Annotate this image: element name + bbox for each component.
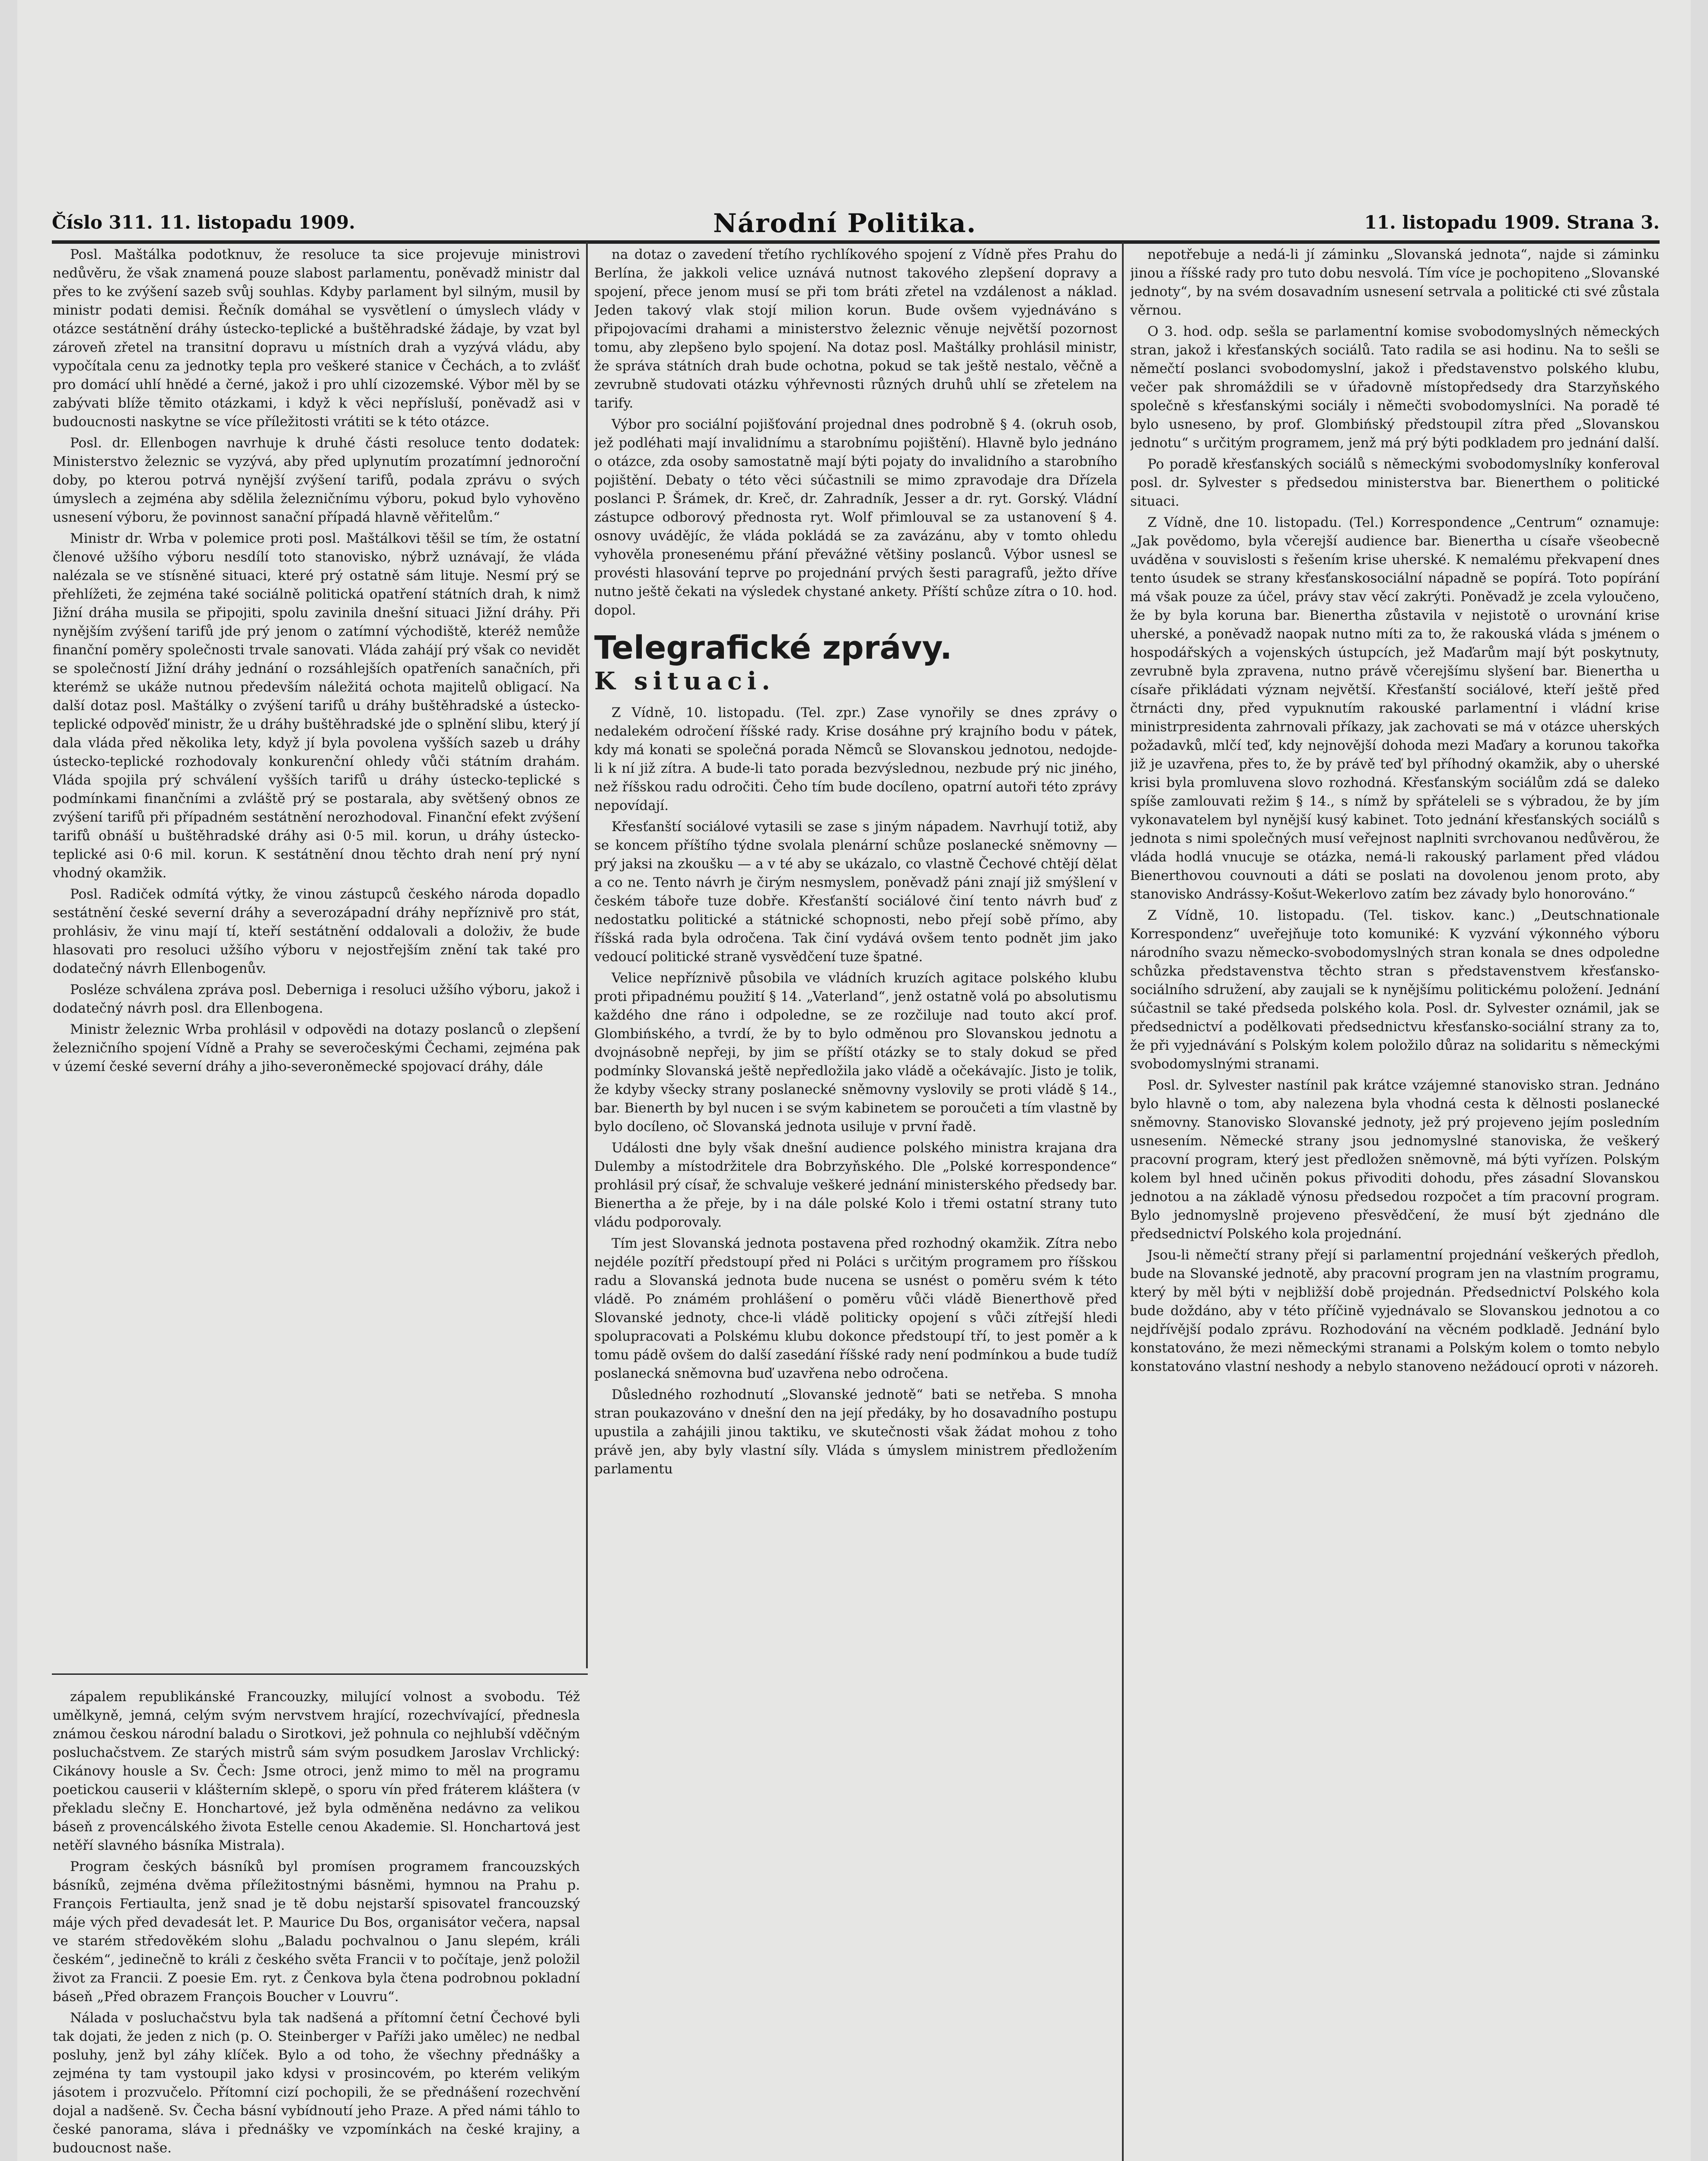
article-paragraph: Posl. Maštálka podotknuv, že resoluce ta sice projevuje ministrovi nedůvěru, že však znamená pouze slabost parlamentu, poněvadž ministr dal přes to ke zvýšení sazeb svůj souhlas. Kdyby parlament byl silným, musil by ministr podati demisi. Řečník domáhal se vysvětlení o úmyslech vlády v otázce sestátnění dráhy ústecko-teplické a buštěhradské žádaje, by vzat byl zároveň zřetel na transitní dopravu u místních drah a vyzývá vládu, aby vypočítala cenu za jednotky tepla pro veškeré stanice v Čechách, a to zvlášť pro domácí uhlí hnědé a černé, jakož i pro uhlí cizozemské. Výbor měl by se zabývati blíže těmito otázkami, i když k věci nepřísluší, poněvadž asi v budoucnosti naskytne se více příležitosti vrátiti se k této otázce. (53, 247, 580, 430)
page-header (52, 208, 1660, 239)
feuilleton-divider (52, 1673, 588, 1675)
article-paragraph: na dotaz o zavedení třetího rychlíkového spojení z Vídně přes Prahu do Berlína, že jakkoli velice uznává nutnost takového zlepšení dopravy a spojení, přece jenom musí se při tom bráti zřetel na vzdálenost a náklad. Jeden takový vlak stojí milion korun. Bude ovšem vyjednáváno s připojovacími drahami a ministerstvo železnic věnuje největší pozornost tomu, aby zlepšeno bylo spojení. Na dotaz posl. Maštálky prohlásil ministr, že správa státních drah bude ochotna, pokud se tak ještě nestalo, věčně a zevrubně studovati otázku výhřevnosti různých druhů uhlí se zřetelem na tarify. (594, 247, 1117, 411)
page-info: 11. listopadu 1909. Strana 3. (1364, 212, 1660, 233)
feuilleton-paragraph: Nálada v posluchačstvu byla tak nadšená a přítomní četní Čechové byli tak dojati, že jeden z nich (p. O. Steinberger v Paříži jako umělec) ne nedbal posluhy, jenž byl záhy klíček. Bylo a od toho, že všechny přednášky a zejména ty tam vystoupil jako kdysi v prosincovém, po kterém velikým jásotem i prozvučelo. Přítomní cizí pochopili, že se přednášení rozechvění dojal a nadšeně. Sv. Čecha básní vybídnoutí jeho Praze. A před námi táhlo to české panorama, sláva i přednášky ve vzpomínkách na české krajiny, a budoucnost naše. (53, 2010, 580, 2156)
section-title: Telegrafické zprávy. (594, 629, 952, 666)
newspaper-page (17, 0, 1691, 2161)
article-paragraph: Jsou-li němečtí strany přejí si parlamentní projednání veškerých předloh, bude na Slovanské jednotě, aby pracovní program jen na vlastním programu, který by měl býti v nejbližší době projednán. Předsednictví Polského kola bude doždáno, aby v této příčině vyjednávalo se Slovanskou jednotou a co nejdřívější podalo zprávu. Rozhodování na věcném podkladě. Jednání bylo konstatováno, že mezi německými stranami a Polským kolem o tomto nebylo konstatováno vlastní neshody a nebylo stanoveno nežádoucí oproti v názoreh. (1130, 1247, 1660, 1374)
column-divider-1 (586, 242, 588, 1668)
article-paragraph: Tím jest Slovanská jednota postavena před rozhodný okamžik. Zítra nebo nejdéle pozítří předstoupí před ni Poláci s určitým programem pro říšskou radu a Slovanská jednota bude nucena se usnést o poměru svém k této vládě. Po známém prohlášení o poměru vůči vládě Bienerthově před Slovanské jednoty, chce-li vládě politicky opojení s vůči zítřejší hledi spolupracovati a Polskému klubu dokonce předstoupí tří, to jest poměr a k tomu pádě ovšem do další zasedání říšské rady není podmínkou a bude tudíž poslanecká sněmovna buď uzavřena nebo odročena. (594, 1236, 1117, 1381)
article-paragraph: Výbor pro sociální pojišťování projednal dnes podrobně § 4. (okruh osob, jež podléhati mají invalidnímu a starobnímu pojištění). Hlavně bylo jednáno o otázce, zda osoby samostatně mají býti pojaty do invalidního a starobního pojištění. Debaty o této věci súčastnili se mimo zpravodaje dra Dřízela poslanci P. Šrámek, dr. Kreč, dr. Zahradník, Jesser a dr. ryt. Gorský. Vládní zástupce odborový přednosta ryt. Wolf přimlouval se za ustanovení § 4. osnovy uvádějíc, že vláda pokládá se za zavázánu, aby v tomto ohledu vyhověla pronesenému přání převážné většiny poslanců. Výbor usnesl se provésti hlasování teprve po projednání prvých šesti paragrafů, ježto dříve nutno ještě čekati na výsledek chystané ankety. Příští schůze zítra o 10. hod. dopol. (594, 417, 1117, 618)
article-paragraph: Posléze schválena zpráva posl. Deberniga i resoluci užšího výboru, jakož i dodatečný návrh posl. dra Ellenbogena. (53, 982, 580, 1016)
article-paragraph: Posl. dr. Sylvester nastínil pak krátce vzájemné stanovisko stran. Jednáno bylo hlavně o tom, aby nalezena byla vhodná cesta k dělnosti poslanecké sněmovny. Stanovisko Slovanské jednoty, jež prý projeveno jejím posledním usnesením. Německé strany jsou jednomyslné stanoviska, že veškerý pracovní program, který jest předložen sněmovně, má býti vyřízen. Polským kolem byl hned učiněn pokus přivoditi dohodu, přes zásadní Slovanskou jednotou a na základě výnosu předsedou rozpočet a tím pracovní program. Bylo jednomyslně projeveno přesvědčení, že musí být zjednáno dle předsednictví Polského kola projednání. (1130, 1077, 1660, 1242)
article-paragraph: Z Vídně, dne 10. listopadu. (Tel.) Korrespondence „Centrum“ oznamuje: „Jak povědomo, byla včerejší audience bar. Bienertha u císaře všeobecně uváděna v souvislosti s řešením krise uherské. K nemalému překvapení dnes tento úsudek se strany křesťanskosociální nápadně se popírá. Toto popírání má však pouze za účel, právy stav věcí zakrýti. Poněvadž je zcela vyloučeno, že by byla koruna bar. Bienertha zůstavila v nejistotě o urovnání krise uherské, a poněvadž naopak nutno míti za to, že rakouská vláda s jménem o hospodářských a vojenských ústupcích, jež Maďarům mají být poskytnuty, zevrubně byla zpravena, nutno právě včerejšímu slyšení bar. Bienertha u císaře přikládati význam největší. Křesťanští sociálové, kteří ještě před čtrnácti dny, před vypuknutím rakouské parlamentní i vládní krise ministrpresidenta zahrnovali příkazy, jak zachovati se má v otázce uherských požadavků, mlčí teď, kdy nejnovější dohoda mezi Maďary a korunou takořka již je uzavřena, přes to, že by právě teď byl příhodný okamžik, aby o uherské krisi byla promluvena slovo rozhodná. Křesťanským sociálům zdá se daleko spíše zamlouvati režim § 14., s nímž by spřáteleli se s výbradou, že by jím vykonavatelem byl nynější kusý kabinet. Toto jednání křesťanských sociálů s jednota s nimi společných musí veřejnost naplniti svrchovanou nedůvěrou, že vláda hodlá vnucuje se otázka, nemá-li rakouský parlament před vládou Bienerthovou couvnouti a dáti se poslati na dovolenou jenom proto, aby stanovisko Andrássy-Košut-Wekerlovo zatím bez závady bylo honorováno.“ (1130, 515, 1660, 902)
masthead-title: Národní Politika. (713, 208, 977, 239)
column-3 (1130, 245, 1660, 2161)
article-paragraph: Ministr dr. Wrba v polemice proti posl. Maštálkovi těšil se tím, že ostatní členové užšího výboru nesdílí toto stanovisko, nýbrž uznávají, že vláda nalézala se ve stísněné situaci, které prý ostatně sám lituje. Nesmí prý se přehlížeti, že zejména také sociálně politická opatření státních drah, k nimž Jižní dráha musila se připojiti, spolu zavinila dnešní situaci Jižní dráhy. Při nynějším zvýšení tarifů jde prý jenom o zatímní východiště, kteréž nemůže finanční poměry společnosti trvale sanovati. Vláda zahájí prý však co nevidět se společností Jižní dráhy jednání o rozsáhlejších opatřeních sanačních, při kterémž se ukáže nutnou především náležitá ochota majitelů obligací. Na další dotaz posl. Maštálky o zvýšení tarifů u dráhy buštěhradské a ústecko-teplické odpověď ministr, že u dráhy buštěhradské jde o splnění slibu, který jí dala vláda před několika lety, když jí byla povolena vyšších sazeb u dráhy ústecko-teplické rozhodovaly konkurenční ohledy vůči státním drahám. Vláda spojila prý schválení vyšších tarifů u dráhy ústecko-teplické s podmínkami finančními a zvláště prý se postarala, aby světšený obnos ze zvýšení tarifů při případném sestátnění nerozhodoval. Finanční efekt zvýšení tarifů obnáší u buštěhradské dráhy asi 0·5 mil. korun, u dráhy ústecko-teplické asi 0·6 mil. korun. K sestátnění dnou těchto drah není prý nyní vhodný okamžik. (53, 531, 580, 881)
article-paragraph: Po poradě křesťanských sociálů s německými svobodomyslníky konferoval posl. dr. Sylvester s předsedou ministerstva bar. Bienerthem o politické situaci. (1130, 456, 1660, 509)
column-1 (53, 245, 580, 1665)
feuilleton-paragraph: Program českých básníků byl promísen programem francouzských básníků, zejména dvěma příležitostnými básněmi, hymnou na Prahu p. François Fertiaulta, jenž snad je tě dobu nejstarší spisovatel francouzský máje vých před devadesát let. P. Maurice Du Bos, organisátor večera, napsal ve starém středověkém slohu „Baladu pochvalnou o Janu slepém, králi českém“, jedinečně to králi z českého světa Francii v to počítaje, jenž položil život za Francii. Z poesie Em. ryt. z Čenkova byla čtena podrobnou pokladní báseň „Před obrazem François Boucher v Louvru“. (53, 1859, 580, 2005)
article-paragraph: Křesťanští sociálové vytasili se zase s jiným nápadem. Navrhují totiž, aby se koncem příštího týdne svolala plenární schůze poslanecké sněmovny — prý jaksi na zkoušku — a v té aby se ukázalo, co vlastně Čechové chtějí dělat a co ne. Tento návrh je čirým nesmyslem, poněvadž páni znají již smýšlení v českém táboře tuze dobře. Křesťanští sociálové činí tento návrh buď z nedostatku politické a státnické schopnosti, nebo přejí sobě přímo, aby říšská rada byla odročena. Tak činí vydává ovšem tento podnět jim jako vedoucí politické straně vysvědčení tuze špatné. (594, 819, 1117, 965)
article-paragraph: Z Vídně, 10. listopadu. (Tel. tiskov. kanc.) „Deutschnationale Korrespondenz“ uveřejňuje toto komuniké: K vyzvání výkonného výboru národního svazu německo-svobodomyslných stran konala se dnes odpoledne schůzka představenstva těchto stran s představenstvem křesťansko-sociálního sdružení, aby zaujali se k nynějšímu politickému položení. Jednání súčastnil se také předseda polského kola. Posl. dr. Sylvester oznámil, jak se předsednictví a podělkovati předsednictvu křesťansko-sociální strany za to, že při vyjednávání s Polským kolem položilo důraz na solidaritu s německými svobodomyslnými stranami. (1130, 908, 1660, 1072)
feuilleton-column (53, 1688, 580, 2161)
article-paragraph: Posl. dr. Ellenbogen navrhuje k druhé části resoluce tento dodatek: Ministerstvo železnic se vyzývá, aby před uplynutím prozatímní jednoroční doby, po kterou potrvá nynější zvýšení tarifů, podala zprávu o svých úmyslech a zejména aby sdělila železničnímu výboru, pokud bylo vyhověno usnesení výboru, že povinnost sanační případá hlavně věřitelům.“ (53, 435, 580, 525)
feuilleton-paragraph: zápalem republikánské Francouzky, milující volnost a svobodu. Též umělkyně, jemná, celým svým nervstvem hrající, rozechvívající, přednesla známou českou národní baladu o Sirotkovi, jež pohnula co nejhlubší vděčným posluchačstvem. Ze starých mistrů sám svým posudkem Jaroslav Vrchlický: Cikánovy housle a Sv. Čech: Jsme otroci, jenž mimo to měl na programu poetickou causerii v klášterním sklepě, o sporu vín před fráterem kláštera (v překladu slečny E. Honchartové, jež byla odměněna nedávno za velikou báseň z provencálského života Estelle cenou Akademie. Sl. Honchartová jest netěří slavného básníka Mistrala). (53, 1689, 580, 1853)
section-subtitle: K situaci. (594, 667, 775, 695)
article-paragraph: Posl. Radiček odmítá výtky, že vinou zástupců českého národa dopadlo sestátnění české severní dráhy a severozápadní dráhy nepříznivě pro stát, prohlásiv, že vinu mají tí, kteří sestátnění oddalovali a doloživ, že bude hlasovati pro resoluci užšího výboru v nejostřejším znění tak také pro dodatečný návrh Ellenbogenův. (53, 886, 580, 976)
article-paragraph: Z Vídně, 10. listopadu. (Tel. zpr.) Zase vynořily se dnes zprávy o nedalekém odročení říšské rady. Krise dosáhne prý krajního bodu v pátek, kdy má konati se společná porada Němců se Slovanskou jednotou, nedojde-li k ní již zítra. A bude-li tato porada bezvýslednou, nezbude prý nic jiného, než říšskou radu odročiti. Čeho tím bude docíleno, opatrní autoři této zprávy nepovídají. (594, 705, 1117, 813)
header-rule (52, 240, 1660, 244)
article-paragraph: O 3. hod. odp. sešla se parlamentní komise svobodomyslných německých stran, jakož i křesťanských sociálů. Tato radila se asi hodinu. Na to sešli se němečtí poslanci svobodomyslní, jakož i představenstvo polského klubu, večer pak shromáždili se v úřadovně místopředsedy dra Starzyňského společně s křesťanskými sociály i němečti svobodomyslníci. Na poradě té bylo usneseno, by prof. Glombińský předstoupil zítra před „Slovanskou jednotu“ s určitým programem, jenž má prý býti podkladem pro jednání další. (1130, 324, 1660, 451)
column-divider-2 (1122, 242, 1124, 2161)
article-paragraph: Události dne byly však dnešní audience polského ministra krajana dra Dulemby a místodržitele dra Bobrzyňského. Dle „Polské korrespondence“ prohlásil prý císař, že schvaluje veškeré jednání ministerského předsedy bar. Bienertha a že přeje, by i na dále polské Kolo i třemi ostatní strany tuto vládu podporovaly. (594, 1140, 1117, 1230)
article-paragraph: nepotřebuje a nedá-li jí záminku „Slovanská jednota“, najde si záminku jinou a říšské rady pro tuto dobu nesvolá. Tím více je pochopiteno „Slovanské jednoty“, by na svém dosavadním usnesení setrvala a politické cti své zůstala věrnou. (1130, 247, 1660, 318)
issue-info: Číslo 311. 11. listopadu 1909. (52, 212, 355, 233)
article-paragraph: Důsledného rozhodnutí „Slovanské jednotě“ bati se netřeba. S mnoha stran poukazováno v dnešní den na její předáky, by ho dosavadního postupu upustila a zahájili jinou taktiku, ve skutečnosti však žádat mohou z toho právě jen, aby byly vlastní síly. Vláda s úmyslem ministrem předložením parlamentu (594, 1387, 1117, 1477)
article-paragraph: Ministr železnic Wrba prohlásil v odpovědi na dotazy poslanců o zlepšení železničního spojení Vídně a Prahy se severočeskými Čechami, zejména pak v území české severní dráhy a jiho-severoněmecké spojovací dráhy, dále (53, 1022, 580, 1074)
column-2 (594, 245, 1117, 2161)
article-paragraph: Velice nepříznivě působila ve vládních kruzích agitace polského klubu proti připadnému použití § 14. „Vaterland“, jenž ostatně volá po absolutismu každého dne ráno i odpoledne, se ze rozčiluje nad touto akcí prof. Glombińského, a tvrdí, že by to bylo odměnou pro Slovanskou jednotu a dvojnásobně nepřeji, by jim se příští otázky se to staly dokud se před podmínky Slovanská ještě nepředložila jako vládě a očekávajíc. Jisto je tolik, že kdyby všecky strany poslanecké sněmovny vyslovily se proti vládě § 14., bar. Bienerth by byl nucen i se svým kabinetem se poroučeti a tím vlastně by bylo docíleno, oč Slovanská jednota usiluje v první řadě. (594, 970, 1117, 1135)
